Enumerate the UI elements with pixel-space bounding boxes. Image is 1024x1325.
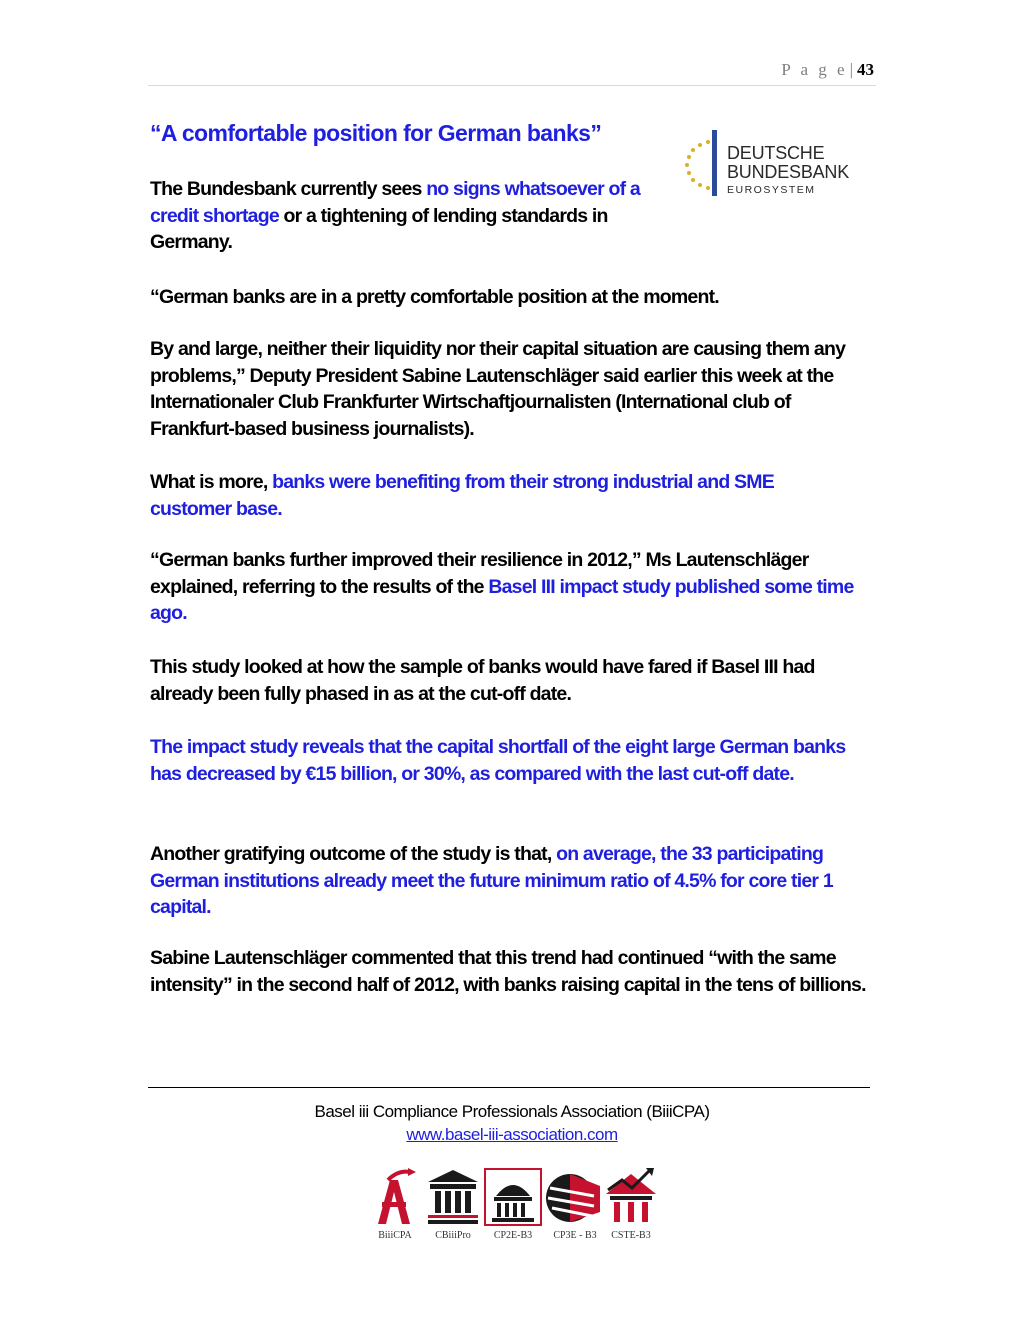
paragraph-8: Another gratifying outcome of the study is that, on average, the 33 participating German institutions already meet the future minimum ratio of 4.5% for core tier 1 capital. <box>150 843 833 918</box>
cp3e-b3-badge: CP3E - B3 <box>544 1166 604 1236</box>
footer-divider <box>148 1087 870 1088</box>
bundesbank-logo <box>684 128 864 200</box>
biiicpa-badge: BiiiCPA <box>368 1166 428 1236</box>
cbiiipro-icon <box>424 1166 482 1226</box>
paragraph-5: “German banks further improved their resilience in 2012,” Ms Lautenschläger explained, referring to the results of the Basel III impact study published some time ago. <box>150 549 854 624</box>
paragraph-9: Sabine Lautenschläger commented that this trend had continued “with the same intensity” in the second half of 2012, with banks raising capital in the tens of billions. <box>150 947 866 996</box>
page-number: P a g e | 43 <box>781 60 874 79</box>
page-number-value: 43 <box>857 60 874 79</box>
paragraph-2: “German banks are in a pretty comfortable position at the moment. <box>150 286 719 308</box>
page-header <box>148 60 876 86</box>
footer-organization: Basel iii Compliance Professionals Association (BiiiCPA) <box>314 1102 710 1121</box>
certification-badges <box>360 1166 660 1246</box>
paragraph-4: What is more, banks were benefiting from their strong industrial and SME customer base. <box>150 471 774 520</box>
cp2e-b3-badge: CP2E-B3 <box>484 1166 544 1236</box>
cbiiipro-badge: CBiiiPro <box>424 1166 484 1236</box>
paragraph-7: The impact study reveals that the capital shortfall of the eight large German banks has decreased by €15 billion, or 30%, as compared with the last cut-off date. <box>150 736 846 785</box>
cste-b3-icon <box>602 1166 660 1226</box>
eu-stars-icon <box>684 136 714 196</box>
logo-wordmark: DEUTSCHE BUNDESBANK EUROSYSTEM <box>727 143 850 196</box>
cp3e-b3-icon <box>544 1166 602 1226</box>
logo-bar <box>712 130 717 196</box>
paragraph-3: By and large, neither their liquidity nor their capital situation are causing them any problems,” Deputy President Sabine Lautenschläger said earlier this week at the Internationaler Club Frankfurter Wirtschaftjournalisten (International club of Frankfurt-based business journalists). <box>150 338 846 440</box>
paragraph-1: The Bundesbank currently sees no signs whatsoever of a credit shortage or a tightening of lending standards in Germany. <box>150 178 640 253</box>
paragraph-6: This study looked at how the sample of banks would have fared if Basel III had already been fully phased in as at the cut-off date. <box>150 656 815 705</box>
biiicpa-icon <box>368 1166 424 1226</box>
footer-website-link[interactable]: www.basel-iii-association.com <box>406 1125 618 1144</box>
cp2e-b3-icon <box>484 1166 542 1226</box>
article-title: “A comfortable position for German banks” <box>150 120 602 146</box>
cste-b3-badge: CSTE-B3 <box>602 1166 662 1236</box>
